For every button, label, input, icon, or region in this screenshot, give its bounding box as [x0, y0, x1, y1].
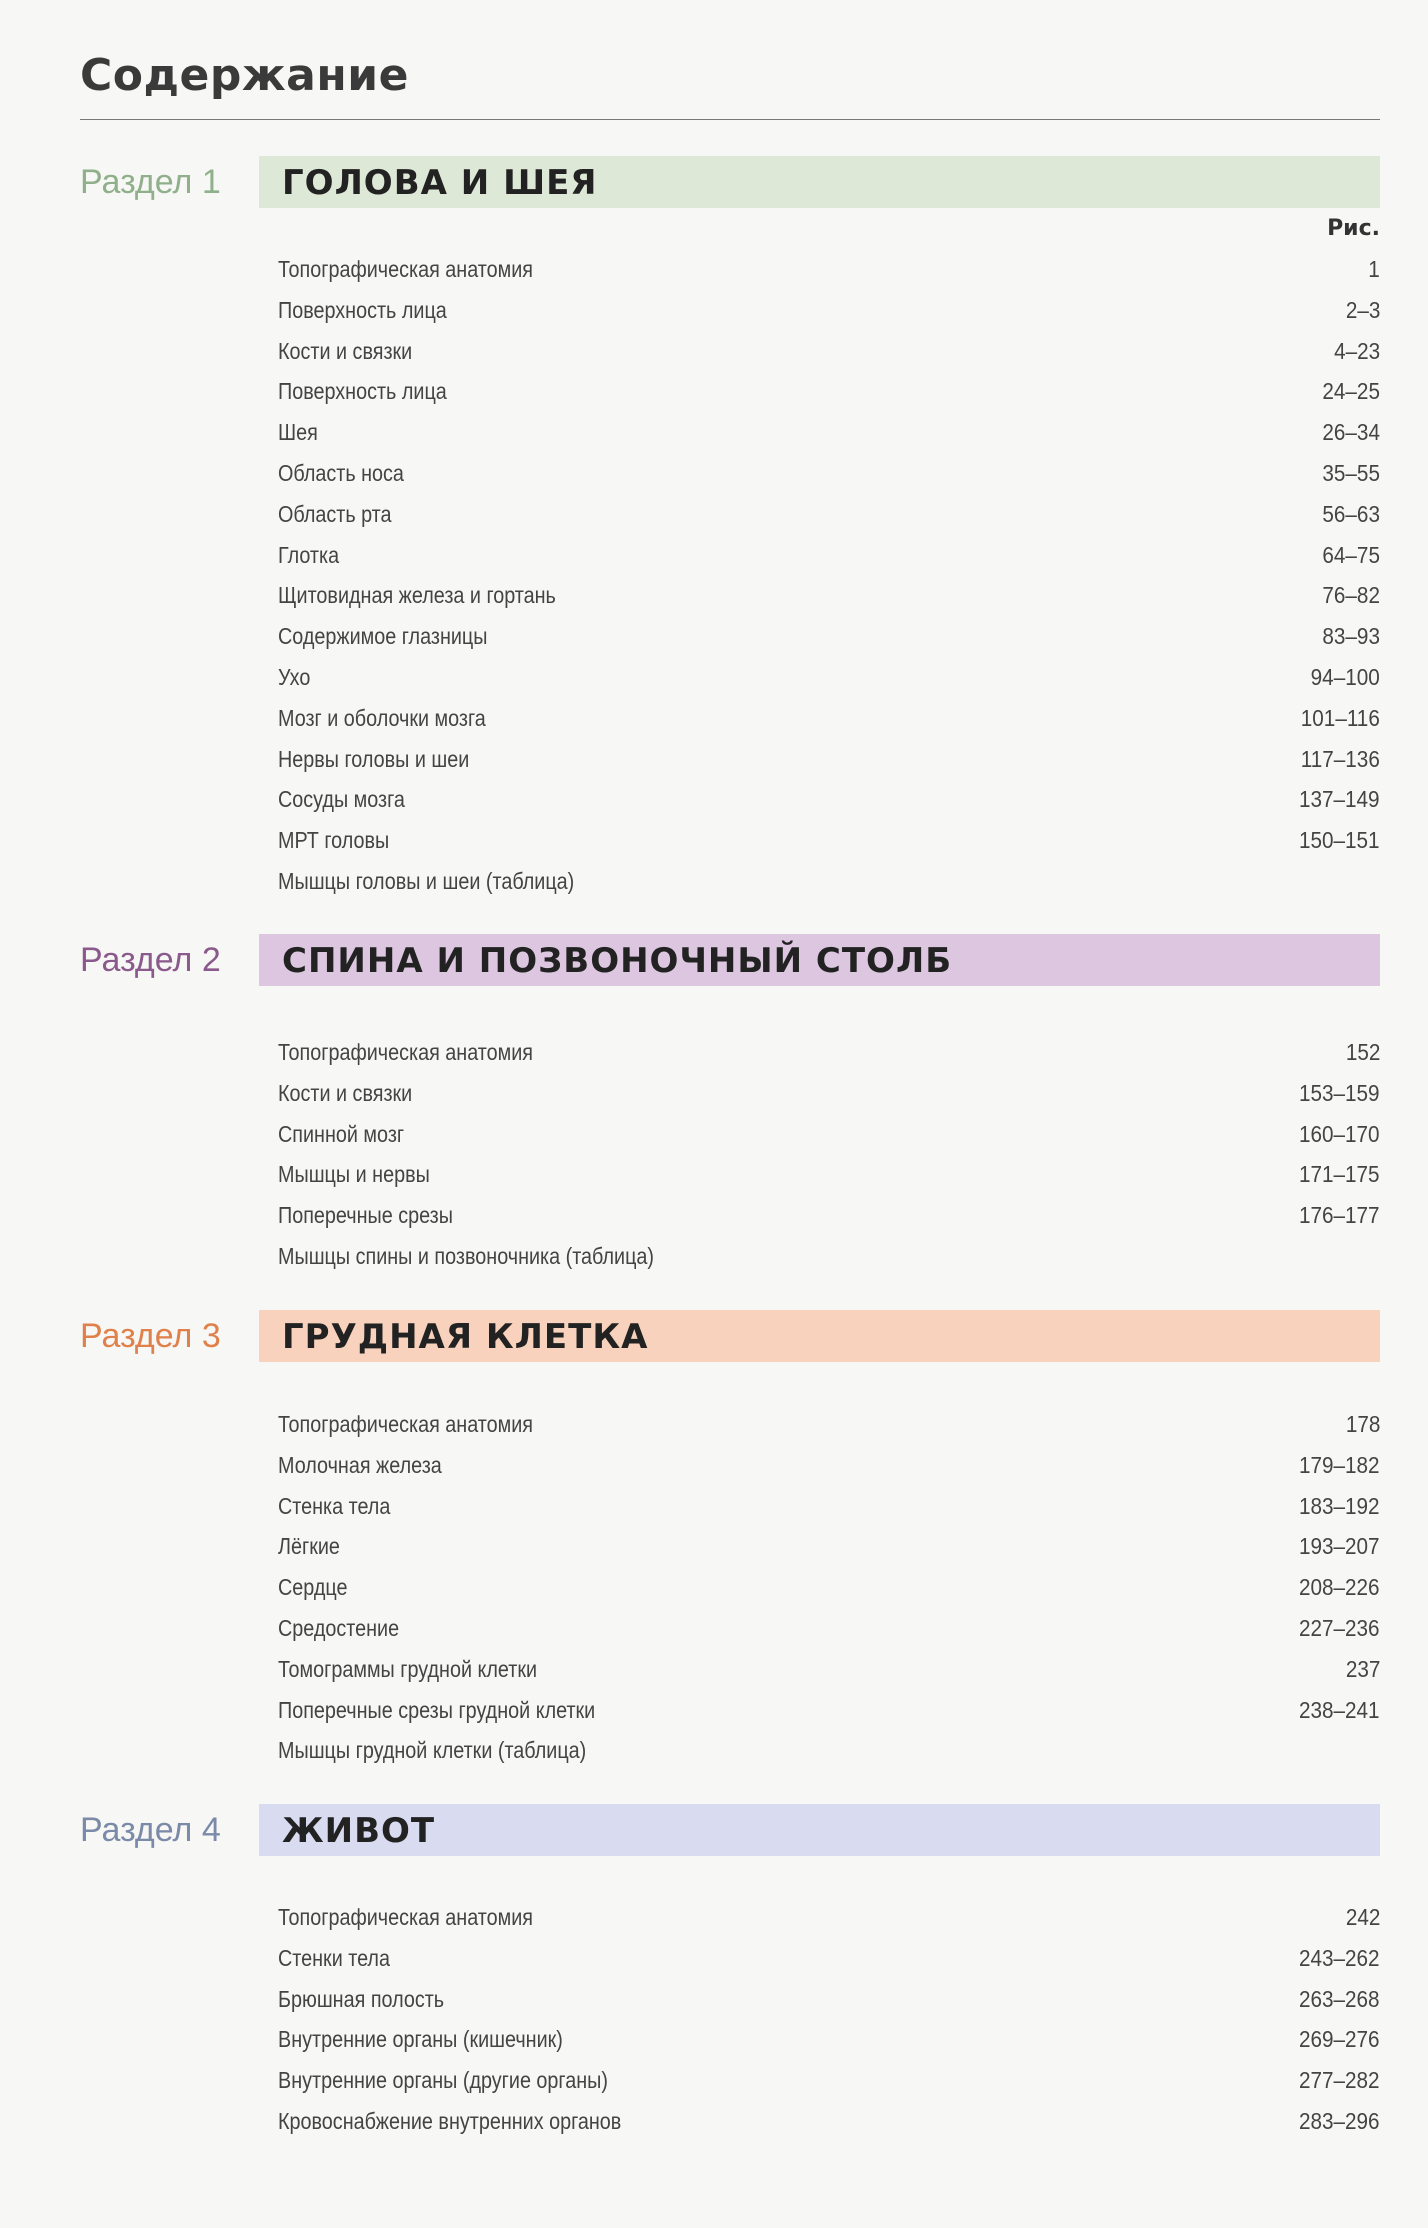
toc-entry [278, 820, 1380, 861]
section-3-bar [259, 1310, 1380, 1362]
section-1-title: ГОЛОВА И ШЕЯ [282, 163, 598, 203]
toc-entry-name: Поперечные срезы [278, 1202, 453, 1229]
toc-entry-figures: 171–175 [1299, 1161, 1380, 1188]
toc-entry-figures: 277–282 [1299, 2067, 1380, 2094]
toc-entry-name: Внутренние органы (кишечник) [278, 2026, 563, 2053]
toc-entry-name: Брюшная полость [278, 1985, 445, 2012]
toc-entry-figures: 83–93 [1322, 623, 1380, 650]
toc-entry-name: Мышцы и нервы [278, 1161, 430, 1188]
toc-entry [278, 2101, 1380, 2142]
toc-entry [278, 1154, 1380, 1195]
section-4-title: ЖИВОТ [282, 1811, 436, 1851]
section-1-header [0, 156, 1428, 208]
toc-entry [278, 1404, 1380, 1445]
toc-entry-name: Мозг и оболочки мозга [278, 704, 486, 731]
toc-entry-figures: 56–63 [1322, 500, 1380, 527]
toc-entry-figures: 227–236 [1299, 1614, 1380, 1641]
toc-entry-figures: 1 [1368, 256, 1380, 282]
toc-entry [278, 535, 1380, 576]
toc-entry-figures: 242 [1345, 1904, 1380, 1930]
toc-entry [278, 1445, 1380, 1486]
section-3-header [0, 1310, 1428, 1362]
toc-entry-figures: 117–136 [1300, 745, 1380, 772]
toc-entry-figures: 176–177 [1299, 1202, 1380, 1229]
toc-entry-figures: 179–182 [1299, 1451, 1380, 1478]
toc-entry [278, 371, 1380, 412]
section-2-label: Раздел 2 [80, 941, 221, 979]
toc-entry-figures: 64–75 [1322, 541, 1380, 568]
toc-entry [278, 1114, 1380, 1155]
section-4-bar [259, 1804, 1380, 1856]
toc-entry-figures: 101–116 [1300, 704, 1380, 731]
toc-entry-name: Молочная железа [278, 1451, 442, 1478]
section-1-entries [278, 249, 1380, 902]
toc-entry [278, 779, 1380, 820]
toc-entry-name: Топографическая анатомия [278, 1411, 533, 1437]
section-3-label: Раздел 3 [80, 1317, 221, 1355]
toc-entry [278, 1730, 1380, 1771]
section-1-label: Раздел 1 [80, 163, 221, 201]
toc-entry-figures: 153–159 [1299, 1079, 1380, 1106]
toc-entry [278, 1236, 1380, 1277]
toc-entry-figures: 178 [1345, 1411, 1380, 1437]
toc-entry [278, 290, 1380, 331]
section-2-entries [278, 1032, 1380, 1277]
toc-entry [278, 1195, 1380, 1236]
toc-entry-name: Топографическая анатомия [278, 1904, 533, 1930]
toc-entry [278, 1608, 1380, 1649]
page-title: Содержание [80, 50, 409, 101]
title-divider [80, 119, 1380, 120]
toc-entry-name: Стенка тела [278, 1492, 391, 1519]
toc-entry [278, 2060, 1380, 2101]
toc-entry-figures: 238–241 [1299, 1696, 1380, 1723]
toc-entry [278, 331, 1380, 372]
toc-entry [278, 249, 1380, 290]
toc-entry-name: Мышцы спины и позвоночника (таблица) [278, 1242, 655, 1269]
toc-entry [278, 861, 1380, 902]
toc-entry-name: Содержимое глазницы [278, 623, 488, 650]
toc-entry [278, 1690, 1380, 1731]
toc-entry-figures: 237 [1345, 1655, 1380, 1682]
toc-entry [278, 1649, 1380, 1690]
toc-entry [278, 575, 1380, 616]
toc-entry-figures: 76–82 [1322, 582, 1380, 609]
toc-entry-name: Кости и связки [278, 1079, 413, 1106]
toc-entry [278, 453, 1380, 494]
toc-entry-figures: 4–23 [1333, 337, 1380, 364]
toc-entry-figures: 183–192 [1299, 1492, 1380, 1519]
toc-entry-name: Сосуды мозга [278, 786, 405, 813]
section-3-title: ГРУДНАЯ КЛЕТКА [282, 1317, 649, 1357]
section-1-bar [259, 156, 1380, 208]
toc-entry-figures: 24–25 [1322, 378, 1380, 405]
section-3-entries [278, 1404, 1380, 1771]
toc-entry-figures: 137–149 [1299, 786, 1380, 813]
toc-entry-name: Спинной мозг [278, 1120, 405, 1147]
toc-entry-name: Сердце [278, 1574, 348, 1601]
toc-entry [278, 698, 1380, 739]
toc-entry [278, 412, 1380, 453]
toc-entry-figures: 94–100 [1310, 663, 1380, 690]
toc-entry-figures: 160–170 [1299, 1120, 1380, 1147]
toc-entry-figures: 26–34 [1322, 419, 1380, 446]
toc-entry-name: Кровоснабжение внутренних органов [278, 2107, 622, 2134]
section-2-bar [259, 934, 1380, 986]
toc-entry-figures: 208–226 [1299, 1574, 1380, 1601]
toc-entry-name: Мышцы грудной клетки (таблица) [278, 1737, 587, 1764]
section-4-entries [278, 1897, 1380, 2142]
toc-entry-figures: 243–262 [1299, 1944, 1380, 1971]
section-2-title: СПИНА И ПОЗВОНОЧНЫЙ СТОЛБ [282, 941, 953, 981]
toc-entry-name: Томограммы грудной клетки [278, 1655, 538, 1682]
toc-entry-name: Топографическая анатомия [278, 1039, 533, 1065]
toc-entry-name: Поверхность лица [278, 296, 447, 323]
toc-entry-name: Шея [278, 419, 318, 446]
toc-entry [278, 1032, 1380, 1073]
toc-entry-name: Глотка [278, 541, 340, 568]
toc-entry-name: Область рта [278, 500, 392, 527]
toc-entry-name: Поперечные срезы грудной клетки [278, 1696, 596, 1723]
toc-entry-figures: 269–276 [1299, 2026, 1380, 2053]
toc-entry [278, 2019, 1380, 2060]
toc-entry [278, 1073, 1380, 1114]
toc-entry [278, 494, 1380, 535]
toc-entry [278, 739, 1380, 780]
toc-entry-figures: 283–296 [1299, 2107, 1380, 2134]
section-4-header [0, 1804, 1428, 1856]
toc-entry [278, 657, 1380, 698]
section-2-header [0, 934, 1428, 986]
toc-entry [278, 1567, 1380, 1608]
section-4-label: Раздел 4 [80, 1811, 221, 1849]
toc-entry-figures: 263–268 [1299, 1985, 1380, 2012]
toc-entry [278, 1897, 1380, 1938]
toc-entry-figures: 150–151 [1299, 827, 1380, 854]
toc-entry [278, 1938, 1380, 1979]
toc-entry-name: Лёгкие [278, 1533, 340, 1560]
toc-entry [278, 1486, 1380, 1527]
toc-entry [278, 1526, 1380, 1567]
toc-entry-name: Ухо [278, 663, 311, 690]
toc-entry-name: Мышцы головы и шеи (таблица) [278, 867, 575, 894]
toc-entry-figures: 2–3 [1345, 296, 1380, 323]
toc-entry-name: Стенки тела [278, 1944, 390, 1971]
toc-entry [278, 616, 1380, 657]
toc-entry [278, 1979, 1380, 2020]
toc-entry-name: Поверхность лица [278, 378, 447, 405]
toc-entry-name: Щитовидная железа и гортань [278, 582, 556, 609]
toc-entry-name: МРТ головы [278, 827, 390, 854]
toc-entry-figures: 152 [1345, 1039, 1380, 1065]
toc-entry-name: Топографическая анатомия [278, 256, 533, 282]
toc-entry-figures: 35–55 [1322, 459, 1380, 486]
toc-entry-name: Средостение [278, 1614, 400, 1641]
figure-column-header: Рис. [1327, 216, 1380, 241]
toc-entry-name: Нервы головы и шеи [278, 745, 470, 772]
toc-entry-figures: 193–207 [1299, 1533, 1380, 1560]
toc-entry-name: Внутренние органы (другие органы) [278, 2067, 608, 2094]
toc-entry-name: Кости и связки [278, 337, 413, 364]
toc-entry-name: Область носа [278, 459, 404, 486]
